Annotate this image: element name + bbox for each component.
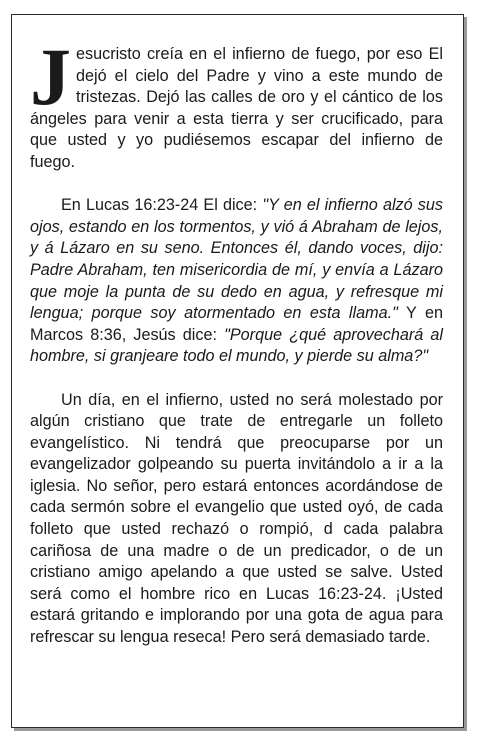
drop-cap: J (30, 31, 71, 122)
paragraph-2-intro: En Lucas 16:23-24 El dice: (61, 196, 263, 215)
paragraph-3-text: Un día, en el infierno, usted no será molestado por algún cristiano que trate de entregarle un folleto evangelístico. Ni tendrá que preocuparse por un evangelizador golpeando su puerta invitándolo a ir a la iglesia. No señor, pero estará entonces acordándose de cada sermón sobre el evangelio que usted oyó, de cada folleto que usted rechazó o rompió, d cada palabra cariñosa de una madre o de un predicador, o de un cristiano amigo apelando a que usted se salve. Usted será como el hombre rico en Lucas 16:23-24. ¡Usted estará gritando e implorando por una gota de agua para refrescar su lengua reseca! Pero será demasiado tarde. (30, 390, 443, 647)
paragraph-1 (30, 31, 443, 174)
quote-lucas: "Y en el infierno alzó sus ojos, estando en los tormentos, y vió á Abraham de lejos, y á Lázaro en su seno. Entonces él, dando voces, dijo: Padre Abraham, ten misericordia de mí, y envía a Lázaro que moje la punta de su dedo en agua, y refresque mi lengua; porque soy atormentado en esta llama." (30, 196, 443, 323)
quote-marcos: "Porque ¿qué aprovechará al hombre, si granjeare todo el mundo, y pierde su alma?" (30, 325, 444, 366)
document-body (30, 31, 444, 670)
paragraph-2-middle: Y en Marcos 8:36, Jesús dice: (30, 304, 443, 344)
paragraph-3 (30, 390, 443, 649)
paragraph-1-text: esucristo creía en el infierno de fuego, por eso El dejó el cielo del Padre y vino a este mundo de tristezas. Dejó las calles de oro y el cántico de los ángeles para venir a esta tierra y ser crucificado, para que usted y yo pudiésemos escapar del infierno de fuego. (30, 45, 443, 171)
paragraph-2 (30, 195, 443, 368)
